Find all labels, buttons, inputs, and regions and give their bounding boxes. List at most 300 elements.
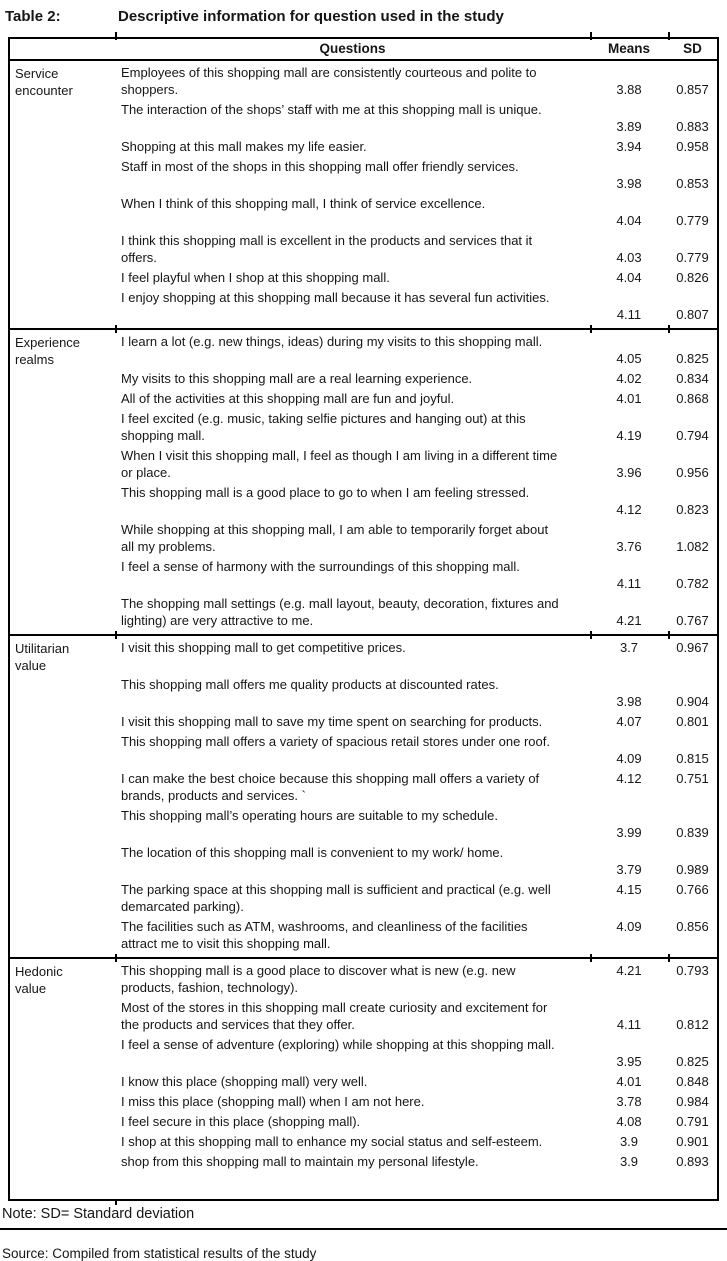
source-line: Source: Compiled from statistical results of the study (2, 1246, 317, 1261)
sd-value: 0.857 (676, 82, 709, 97)
question-text: I know this place (shopping mall) very well. (121, 1074, 368, 1089)
question-line (115, 656, 717, 673)
mean-value (590, 807, 668, 824)
mean-value: 3.7 (619, 640, 639, 655)
question-text: I enjoy shopping at this shopping mall because it has several fun activities. (121, 290, 550, 305)
sd-value (668, 979, 717, 996)
question-row (115, 770, 717, 804)
question-row (115, 289, 717, 323)
question-row (115, 881, 717, 915)
question-line (115, 733, 717, 750)
sd-value: 0.956 (676, 465, 709, 480)
question-line (115, 427, 717, 444)
question-list (115, 639, 717, 955)
mean-value (590, 558, 668, 575)
sd-value: 0.815 (676, 751, 709, 766)
question-line (115, 521, 717, 538)
question-text: I feel a sense of harmony with the surroundings of this shopping mall. (121, 559, 520, 574)
question-line (115, 538, 717, 555)
question-text: attract me to visit this shopping mall. (121, 936, 331, 951)
table-caption-label: Table 2: (5, 8, 61, 25)
question-line (115, 595, 717, 612)
question-line (115, 138, 717, 155)
question-text: the products and services that they offer. (121, 1017, 355, 1032)
mean-value: 4.11 (616, 576, 642, 591)
question-row (115, 158, 717, 192)
question-line (115, 1113, 717, 1130)
sd-value (668, 521, 717, 538)
question-line (115, 750, 717, 767)
sd-value: 0.779 (676, 213, 709, 228)
mean-value (590, 195, 668, 212)
column-divider-tick (115, 631, 117, 639)
header-questions: Questions (319, 41, 386, 56)
question-row (115, 639, 717, 673)
sd-value: 0.984 (676, 1094, 709, 1109)
sd-value: 0.883 (676, 119, 709, 134)
sd-value: 0.801 (676, 714, 709, 729)
mean-value: 4.09 (616, 751, 642, 766)
mean-value: 4.07 (616, 714, 642, 729)
column-divider-tick (668, 32, 670, 40)
sd-value: 0.807 (676, 307, 709, 322)
sd-value (668, 656, 717, 673)
sd-value: 0.848 (676, 1074, 709, 1089)
question-text: This shopping mall is a good place to go to when I am feeling stressed. (121, 485, 530, 500)
question-text (115, 656, 590, 673)
sd-value (668, 733, 717, 750)
question-text (115, 824, 590, 841)
mean-value: 4.21 (616, 613, 642, 628)
mean-value: 3.94 (616, 139, 642, 154)
mean-value: 3.9 (619, 1134, 639, 1149)
question-line (115, 979, 717, 996)
mean-value (590, 935, 668, 952)
question-text: I can make the best choice because this shopping mall offers a variety of (121, 771, 540, 786)
mean-value: 3.88 (616, 82, 642, 97)
descriptive-table (8, 37, 719, 1201)
table-caption (0, 6, 727, 25)
column-divider-tick (590, 631, 592, 639)
question-line (115, 501, 717, 518)
sd-value (668, 898, 717, 915)
sd-value (668, 289, 717, 306)
question-row (115, 676, 717, 710)
question-line (115, 289, 717, 306)
question-line (115, 1153, 717, 1170)
sd-value (668, 410, 717, 427)
category-label-line: Hedonic (15, 964, 63, 979)
question-line (115, 232, 717, 249)
mean-value: 4.03 (616, 250, 642, 265)
sd-value (668, 787, 717, 804)
mean-value (590, 999, 668, 1016)
mean-value (590, 333, 668, 350)
sd-value: 0.826 (676, 270, 709, 285)
question-text: I feel playful when I shop at this shopping mall. (121, 270, 390, 285)
question-text (115, 1053, 590, 1070)
sd-value: 0.825 (676, 1054, 709, 1069)
mean-value: 4.19 (616, 428, 642, 443)
question-text (115, 501, 590, 518)
column-divider-tick (590, 954, 592, 962)
question-list (115, 962, 717, 1173)
question-text: This shopping mall offers a variety of spacious retail stores under one roof. (121, 734, 550, 749)
question-text: The facilities such as ATM, washrooms, and cleanliness of the facilities (121, 919, 528, 934)
mean-value: 4.02 (616, 371, 642, 386)
mean-value (590, 64, 668, 81)
question-line (115, 390, 717, 407)
mean-value: 3.95 (616, 1054, 642, 1069)
question-list (115, 64, 717, 326)
mean-value (590, 595, 668, 612)
mean-value: 3.79 (616, 862, 642, 877)
question-line (115, 918, 717, 935)
question-text: I feel excited (e.g. music, taking selfie pictures and hanging out) at this (121, 411, 526, 426)
column-divider-tick (668, 954, 670, 962)
sd-value (668, 676, 717, 693)
sd-value: 0.825 (676, 351, 709, 366)
sd-value: 0.834 (676, 371, 709, 386)
question-line (115, 1016, 717, 1033)
mean-value: 4.05 (616, 351, 642, 366)
question-row (115, 918, 717, 952)
question-row (115, 1153, 717, 1170)
sd-value (668, 999, 717, 1016)
sd-value: 0.853 (676, 176, 709, 191)
question-row (115, 370, 717, 387)
mean-value (590, 733, 668, 750)
sd-value (668, 158, 717, 175)
mean-value: 3.89 (616, 119, 642, 134)
question-text: The interaction of the shops’ staff with me at this shopping mall is unique. (121, 102, 542, 117)
question-line (115, 935, 717, 952)
question-row (115, 844, 717, 878)
header-sd: SD (683, 41, 702, 56)
question-text (115, 750, 590, 767)
mean-value (590, 289, 668, 306)
question-text: shop from this shopping mall to maintain my personal lifestyle. (121, 1154, 479, 1169)
question-text: demarcated parking). (121, 899, 244, 914)
sd-value (668, 447, 717, 464)
question-text: Shopping at this mall makes my life easier. (121, 139, 367, 154)
question-text: I visit this shopping mall to get competitive prices. (121, 640, 406, 655)
category-label-line: encounter (15, 83, 73, 98)
question-line (115, 612, 717, 629)
question-text (115, 175, 590, 192)
question-text: When I visit this shopping mall, I feel as though I am living in a different time (121, 448, 558, 463)
question-row (115, 484, 717, 518)
sd-value (668, 558, 717, 575)
question-text: When I think of this shopping mall, I think of service excellence. (121, 196, 486, 211)
question-line (115, 861, 717, 878)
mean-value (590, 676, 668, 693)
sd-value: 0.958 (676, 139, 709, 154)
mean-value: 3.96 (616, 465, 642, 480)
mean-value: 4.21 (616, 963, 642, 978)
question-text: This shopping mall is a good place to discover what is new (e.g. new (121, 963, 516, 978)
column-divider-tick (590, 32, 592, 40)
sd-value (668, 844, 717, 861)
question-line (115, 824, 717, 841)
question-text: I miss this place (shopping mall) when I am not here. (121, 1094, 425, 1109)
mean-value: 4.08 (616, 1114, 642, 1129)
question-row (115, 195, 717, 229)
question-line (115, 484, 717, 501)
question-line (115, 898, 717, 915)
sd-value (668, 1036, 717, 1053)
question-text: Employees of this shopping mall are consistently courteous and polite to (121, 65, 537, 80)
mean-value (590, 484, 668, 501)
question-list (115, 333, 717, 632)
question-text: I shop at this shopping mall to enhance my social status and self-esteem. (121, 1134, 543, 1149)
question-line (115, 676, 717, 693)
category-cell (10, 962, 115, 1173)
column-divider-tick (115, 954, 117, 962)
category-label-line: value (15, 658, 47, 673)
question-text: I learn a lot (e.g. new things, ideas) during my visits to this shopping mall. (121, 334, 543, 349)
question-line (115, 575, 717, 592)
question-text: I visit this shopping mall to save my time spent on searching for products. (121, 714, 543, 729)
question-row (115, 999, 717, 1033)
mean-value: 4.12 (616, 771, 642, 786)
question-text: This shopping mall’s operating hours are suitable to my schedule. (121, 808, 498, 823)
question-row (115, 962, 717, 996)
question-line (115, 249, 717, 266)
sd-value: 0.904 (676, 694, 709, 709)
question-text: My visits to this shopping mall are a real learning experience. (121, 371, 473, 386)
sd-value: 0.868 (676, 391, 709, 406)
question-text: The location of this shopping mall is convenient to my work/ home. (121, 845, 504, 860)
category-label-line: Service (15, 66, 59, 81)
question-line (115, 713, 717, 730)
question-row (115, 101, 717, 135)
question-text (115, 118, 590, 135)
question-line (115, 158, 717, 175)
sd-value: 0.839 (676, 825, 709, 840)
question-text: Most of the stores in this shopping mall create curiosity and excitement for (121, 1000, 548, 1015)
mean-value: 4.15 (616, 882, 642, 897)
question-text: The shopping mall settings (e.g. mall layout, beauty, decoration, fixtures and (121, 596, 559, 611)
sd-value (668, 195, 717, 212)
mean-value: 4.01 (616, 1074, 642, 1089)
mean-value (590, 844, 668, 861)
mean-value (590, 410, 668, 427)
mean-value (590, 787, 668, 804)
question-text: This shopping mall offers me quality products at discounted rates. (121, 677, 499, 692)
sd-value: 0.766 (676, 882, 709, 897)
question-line (115, 639, 717, 656)
mean-value: 4.09 (616, 919, 642, 934)
table-caption-text: Descriptive information for question used in the study (118, 8, 504, 25)
question-line (115, 64, 717, 81)
question-line (115, 999, 717, 1016)
question-line (115, 350, 717, 367)
question-row (115, 807, 717, 841)
sd-value: 0.856 (676, 919, 709, 934)
mean-value (590, 101, 668, 118)
question-row (115, 1073, 717, 1090)
sd-value (668, 333, 717, 350)
sd-value: 0.767 (676, 613, 709, 628)
sd-value (668, 595, 717, 612)
question-row (115, 733, 717, 767)
column-divider-tick (590, 325, 592, 333)
question-line (115, 269, 717, 286)
question-line (115, 306, 717, 323)
table-body (10, 61, 717, 1199)
question-line (115, 770, 717, 787)
question-line (115, 807, 717, 824)
mean-value (590, 656, 668, 673)
question-row (115, 138, 717, 155)
question-text (115, 575, 590, 592)
question-text (115, 350, 590, 367)
mean-value (590, 521, 668, 538)
mean-value (590, 232, 668, 249)
sd-value: 1.082 (676, 539, 709, 554)
question-line (115, 787, 717, 804)
question-line (115, 333, 717, 350)
question-line (115, 1073, 717, 1090)
question-line (115, 101, 717, 118)
question-line (115, 195, 717, 212)
question-text (115, 212, 590, 229)
question-text: Staff in most of the shops in this shopping mall offer friendly services. (121, 159, 519, 174)
question-row (115, 1113, 717, 1130)
question-line (115, 212, 717, 229)
mean-value: 3.9 (619, 1154, 639, 1169)
question-text: lighting) are very attractive to me. (121, 613, 314, 628)
category-label-line: realms (15, 352, 55, 367)
table-section (10, 957, 717, 1199)
header-means: Means (607, 41, 651, 56)
category-cell (10, 639, 115, 955)
question-row (115, 64, 717, 98)
question-text: shoppers. (121, 82, 179, 97)
question-row (115, 713, 717, 730)
category-cell (10, 64, 115, 326)
table-header-row (10, 39, 717, 61)
question-line (115, 1133, 717, 1150)
column-divider-tick (668, 325, 670, 333)
question-row (115, 269, 717, 286)
table-section (10, 634, 717, 957)
sd-value: 0.793 (676, 963, 709, 978)
question-line (115, 1053, 717, 1070)
question-row (115, 1036, 717, 1070)
mean-value (590, 1036, 668, 1053)
mean-value: 4.04 (616, 213, 642, 228)
question-line (115, 464, 717, 481)
question-text: I feel a sense of adventure (exploring) while shopping at this shopping mall. (121, 1037, 555, 1052)
header-category-spacer (10, 41, 115, 56)
question-line (115, 1093, 717, 1110)
table-section (10, 328, 717, 634)
question-text: or place. (121, 465, 171, 480)
sd-value: 0.751 (676, 771, 709, 786)
sd-value: 0.812 (676, 1017, 709, 1032)
sd-value: 0.989 (676, 862, 709, 877)
question-text (115, 306, 590, 323)
question-text: While shopping at this shopping mall, I am able to temporarily forget about (121, 522, 549, 537)
question-text: The parking space at this shopping mall is sufficient and practical (e.g. well (121, 882, 551, 897)
mean-value (590, 158, 668, 175)
question-line (115, 1036, 717, 1053)
question-row (115, 410, 717, 444)
category-label-line: value (15, 981, 47, 996)
question-row (115, 595, 717, 629)
question-text: brands, products and services. ` (121, 788, 306, 803)
mean-value (590, 898, 668, 915)
sd-value (668, 101, 717, 118)
table-section (10, 61, 717, 328)
mean-value: 4.11 (616, 1017, 642, 1032)
sd-value: 0.823 (676, 502, 709, 517)
question-line (115, 81, 717, 98)
question-text: products, fashion, technology). (121, 980, 299, 995)
sd-value (668, 232, 717, 249)
question-row (115, 521, 717, 555)
sd-value: 0.791 (676, 1114, 709, 1129)
mean-value: 4.01 (616, 391, 642, 406)
question-line (115, 844, 717, 861)
mean-value: 4.04 (616, 270, 642, 285)
mean-value: 3.98 (616, 694, 642, 709)
question-row (115, 333, 717, 367)
question-line (115, 410, 717, 427)
sd-value: 0.782 (676, 576, 709, 591)
sd-value (668, 807, 717, 824)
category-label-line: Experience (15, 335, 81, 350)
question-line (115, 118, 717, 135)
sd-value: 0.893 (676, 1154, 709, 1169)
question-text: All of the activities at this shopping mall are fun and joyful. (121, 391, 455, 406)
question-text: shopping mall. (121, 428, 205, 443)
question-row (115, 232, 717, 266)
mean-value: 3.99 (616, 825, 642, 840)
question-row (115, 390, 717, 407)
mean-value: 3.78 (616, 1094, 642, 1109)
question-text: offers. (121, 250, 157, 265)
sd-value (668, 64, 717, 81)
question-row (115, 558, 717, 592)
question-text (115, 693, 590, 710)
sd-value: 0.794 (676, 428, 709, 443)
table-note: Note: SD= Standard deviation (2, 1206, 195, 1222)
question-line (115, 962, 717, 979)
question-line (115, 881, 717, 898)
sd-value (668, 484, 717, 501)
mean-value (590, 979, 668, 996)
question-text: all my problems. (121, 539, 216, 554)
question-line (115, 370, 717, 387)
sd-value (668, 935, 717, 952)
question-text: I think this shopping mall is excellent in the products and services that it (121, 233, 533, 248)
question-row (115, 1093, 717, 1110)
sd-value: 0.967 (676, 640, 709, 655)
sd-value: 0.779 (676, 250, 709, 265)
question-text (115, 861, 590, 878)
category-label-line: Utilitarian (15, 641, 70, 656)
question-row (115, 447, 717, 481)
mean-value: 4.12 (616, 502, 642, 517)
mean-value: 3.76 (616, 539, 642, 554)
question-line (115, 558, 717, 575)
mean-value (590, 447, 668, 464)
question-row (115, 1133, 717, 1150)
category-cell (10, 333, 115, 632)
